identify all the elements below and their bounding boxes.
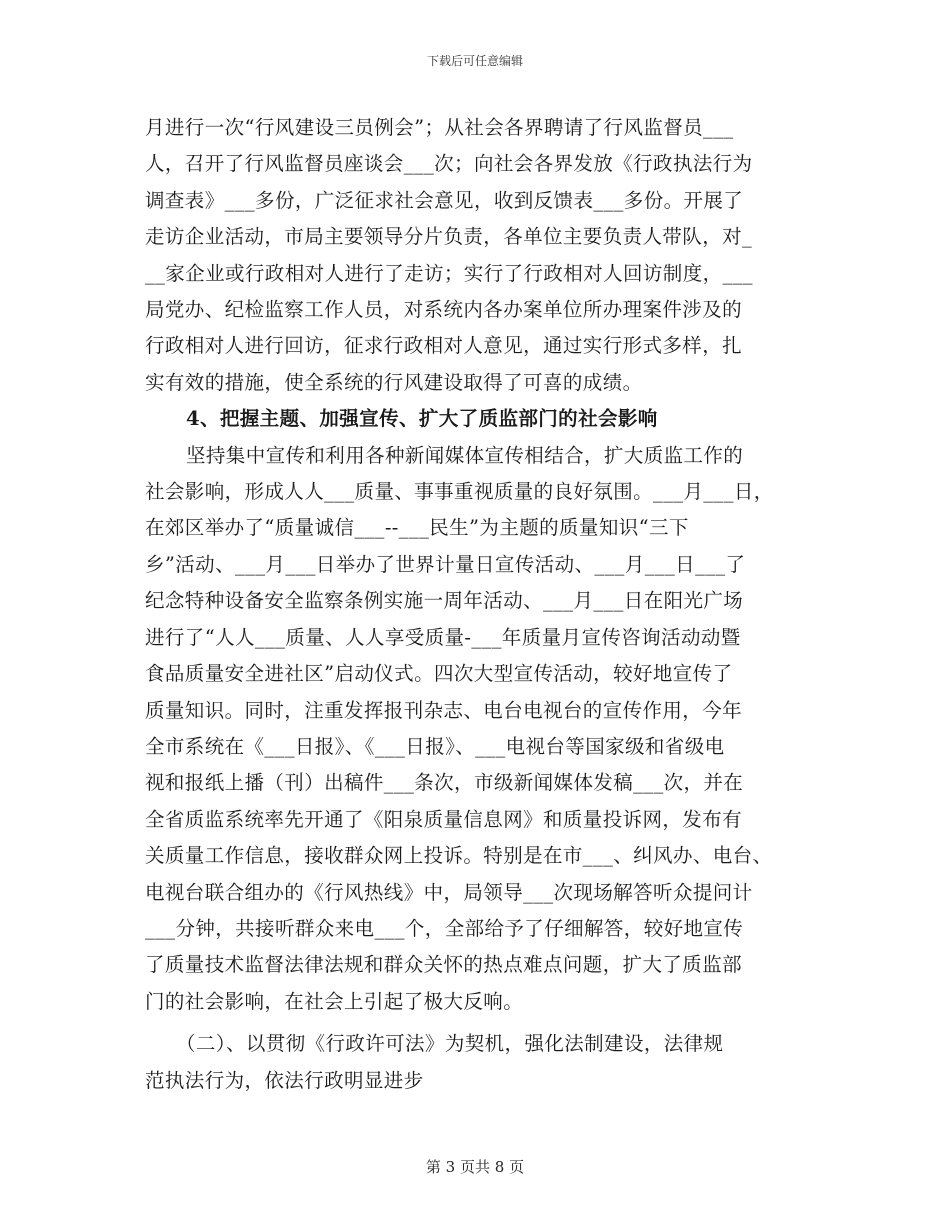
paragraph-line: 调查表》___多份，广泛征求社会意见，收到反馈表___多份。开展了 <box>145 188 744 212</box>
paragraph-line: 质量知识。同时，注重发挥报刊杂志、电台电视台的宣传作用，今年 <box>145 698 743 722</box>
section-heading-line: （二）、以贯彻《行政许可法》为契机，强化法制建设，法律规 <box>176 1032 724 1056</box>
paragraph-line: 走访企业活动，市局主要领导分片负责，各单位主要负责人带队，对_ <box>145 225 753 249</box>
paragraph-line: 人，召开了行风监督员座谈会___次；向社会各界发放《行政执法行为 <box>145 152 753 176</box>
paragraph-line: 行政相对人进行回访，征求行政相对人意见，通过实行形式多样，扎 <box>145 334 743 358</box>
paragraph-line: 局党办、纪检监察工作人员，对系统内各办案单位所办理案件涉及的 <box>145 298 743 322</box>
paragraph-line: ___分钟，共接听群众来电___个，全部给予了仔细解答，较好地宣传 <box>145 916 744 940</box>
paragraph-line: 食品质量安全进社区”启动仪式。四次大型宣传活动，较好地宣传了 <box>145 662 733 686</box>
paragraph-line: 门的社会影响，在社会上引起了极大反响。 <box>145 989 524 1013</box>
section-heading-4: 4、把握主题、加强宣传、扩大了质监部门的社会影响 <box>186 407 658 431</box>
paragraph-2 <box>145 438 815 1021</box>
page-header: 下载后可任意编辑 <box>426 54 523 68</box>
paragraph-line: 乡”活动、___月___日举办了世界计量日宣传活动、___月___日___了 <box>145 552 746 576</box>
paragraph-line: 电视台联合组办的《行风热线》中，局领导___次现场解答听众提问计 <box>145 880 753 904</box>
paragraph-line: 月进行一次“行风建设三员例会”；从社会各界聘请了行风监督员___ <box>145 116 734 139</box>
paragraph-line: 进行了“人人___质量、人人享受质量-___年质量月宣传咨询活动动暨 <box>145 625 741 649</box>
paragraph-line: 关质量工作信息，接收群众网上投诉。特别是在市___、纠风办、电台、 <box>145 844 773 868</box>
paragraph-line: 了质量技术监督法律法规和群众关怀的热点难点问题，扩大了质监部 <box>145 953 743 977</box>
paragraph-line: 全省质监系统率先开通了《阳泉质量信息网》和质量投诉网，发布有 <box>145 807 743 831</box>
paragraph-line: 纪念特种设备安全监察条例实施一周年活动、___月___日在阳光广场 <box>145 589 744 613</box>
document-body <box>145 110 815 1099</box>
section-heading-2 <box>145 1026 815 1099</box>
paragraph-line: __家企业或行政相对人进行了走访；实行了行政相对人回访制度，___ <box>145 261 753 285</box>
paragraph-line: 视和报纸上播（刊）出稿件___条次，市级新闻媒体发稿___次，并在 <box>145 771 744 795</box>
section-heading-line: 范执法行为，依法行政明显进步 <box>145 1068 424 1092</box>
paragraph-1 <box>145 110 815 401</box>
paragraph-line: 在郊区举办了“质量诚信___--___民生”为主题的质量知识“三下 <box>145 516 689 540</box>
paragraph-line: 实有效的措施，使全系统的行风建设取得了可喜的成绩。 <box>145 370 643 394</box>
page-footer: 第 3 页共 8 页 <box>425 1158 525 1176</box>
paragraph-line: 社会影响，形成人人___质量、事事重视质量的良好氛围。___月___日， <box>145 480 774 504</box>
paragraph-line: 全市系统在《___日报》、《___日报》、___电视台等国家级和省级电 <box>145 734 725 758</box>
paragraph-line: 坚持集中宣传和利用各种新闻媒体宣传相结合，扩大质监工作的 <box>186 443 744 467</box>
